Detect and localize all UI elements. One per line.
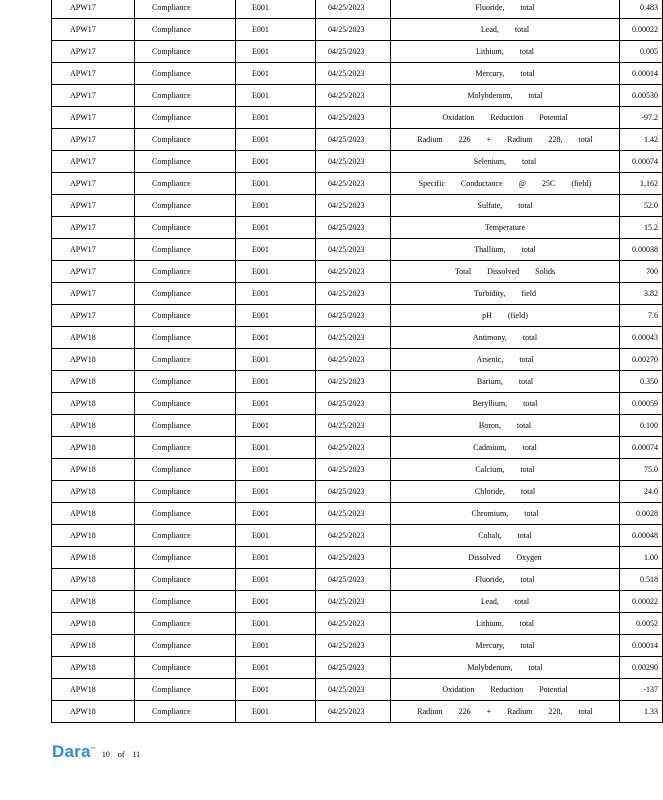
- value-cell: 75.0: [620, 459, 663, 481]
- event-code-cell: E001: [236, 393, 316, 415]
- date-cell: 04/25/2023: [316, 481, 391, 503]
- value-cell: 0.00074: [620, 437, 663, 459]
- date-cell: 04/25/2023: [316, 415, 391, 437]
- sample-type-cell: Compliance: [135, 503, 236, 525]
- location-cell: APW18: [52, 701, 135, 723]
- sample-type-cell: Compliance: [135, 63, 236, 85]
- parameter-cell: Molybdenum, total: [391, 657, 620, 679]
- table-row: [52, 569, 663, 591]
- sample-type-cell: Compliance: [135, 173, 236, 195]
- event-code-cell: E001: [236, 151, 316, 173]
- location-cell: APW18: [52, 349, 135, 371]
- date-cell: 04/25/2023: [316, 283, 391, 305]
- logo-trademark: ™: [90, 746, 96, 753]
- date-cell: 04/25/2023: [316, 85, 391, 107]
- date-cell: 04/25/2023: [316, 151, 391, 173]
- table-row: [52, 107, 663, 129]
- table-row: [52, 481, 663, 503]
- parameter-cell: Oxidation Reduction Potential: [391, 107, 620, 129]
- date-cell: 04/25/2023: [316, 107, 391, 129]
- sample-type-cell: Compliance: [135, 217, 236, 239]
- sample-type-cell: Compliance: [135, 371, 236, 393]
- value-cell: 0.350: [620, 371, 663, 393]
- location-cell: APW18: [52, 525, 135, 547]
- page-number: 10 of 11: [101, 750, 141, 759]
- date-cell: 04/25/2023: [316, 261, 391, 283]
- value-cell: 3.82: [620, 283, 663, 305]
- parameter-cell: Lithium, total: [391, 41, 620, 63]
- location-cell: APW17: [52, 85, 135, 107]
- table-row: [52, 437, 663, 459]
- sample-type-cell: Compliance: [135, 107, 236, 129]
- date-cell: 04/25/2023: [316, 525, 391, 547]
- location-cell: APW18: [52, 657, 135, 679]
- parameter-cell: Lead, total: [391, 19, 620, 41]
- date-cell: 04/25/2023: [316, 679, 391, 701]
- value-cell: 7.6: [620, 305, 663, 327]
- table-row: [52, 591, 663, 613]
- sample-type-cell: Compliance: [135, 195, 236, 217]
- table-row: [52, 459, 663, 481]
- value-cell: 0.100: [620, 415, 663, 437]
- sample-type-cell: Compliance: [135, 85, 236, 107]
- sample-type-cell: Compliance: [135, 151, 236, 173]
- sample-type-cell: Compliance: [135, 569, 236, 591]
- value-cell: 0.00048: [620, 525, 663, 547]
- table-row: [52, 283, 663, 305]
- event-code-cell: E001: [236, 437, 316, 459]
- table-row: [52, 85, 663, 107]
- page-footer: [52, 742, 140, 766]
- date-cell: 04/25/2023: [316, 459, 391, 481]
- event-code-cell: E001: [236, 283, 316, 305]
- location-cell: APW18: [52, 547, 135, 569]
- date-cell: 04/25/2023: [316, 371, 391, 393]
- sample-type-cell: Compliance: [135, 613, 236, 635]
- value-cell: 1.42: [620, 129, 663, 151]
- parameter-cell: Beryllium, total: [391, 393, 620, 415]
- table-row: [52, 525, 663, 547]
- parameter-cell: Temperature: [391, 217, 620, 239]
- parameter-cell: Cobalt, total: [391, 525, 620, 547]
- location-cell: APW18: [52, 613, 135, 635]
- value-cell: 0.00038: [620, 239, 663, 261]
- parameter-cell: Cadmium, total: [391, 437, 620, 459]
- date-cell: 04/25/2023: [316, 41, 391, 63]
- parameter-cell: Antimony, total: [391, 327, 620, 349]
- table-row: [52, 679, 663, 701]
- parameter-cell: Chloride, total: [391, 481, 620, 503]
- location-cell: APW17: [52, 173, 135, 195]
- table-row: [52, 217, 663, 239]
- location-cell: APW17: [52, 261, 135, 283]
- date-cell: 04/25/2023: [316, 0, 391, 19]
- event-code-cell: E001: [236, 569, 316, 591]
- sample-type-cell: Compliance: [135, 305, 236, 327]
- table-row: [52, 305, 663, 327]
- parameter-cell: Total Dissolved Solids: [391, 261, 620, 283]
- location-cell: APW17: [52, 239, 135, 261]
- parameter-cell: Sulfate, total: [391, 195, 620, 217]
- logo-text: Dara: [52, 742, 91, 761]
- value-cell: 0.00290: [620, 657, 663, 679]
- date-cell: 04/25/2023: [316, 569, 391, 591]
- parameter-cell: Chromium, total: [391, 503, 620, 525]
- value-cell: 0.00074: [620, 151, 663, 173]
- parameter-cell: Lithium, total: [391, 613, 620, 635]
- table-row: [52, 41, 663, 63]
- location-cell: APW17: [52, 283, 135, 305]
- table-row: [52, 393, 663, 415]
- table-row: [52, 349, 663, 371]
- location-cell: APW18: [52, 503, 135, 525]
- sample-type-cell: Compliance: [135, 19, 236, 41]
- sample-type-cell: Compliance: [135, 129, 236, 151]
- sample-type-cell: Compliance: [135, 679, 236, 701]
- date-cell: 04/25/2023: [316, 437, 391, 459]
- table-row: [52, 701, 663, 723]
- parameter-cell: Turbidity, field: [391, 283, 620, 305]
- table-row: [52, 239, 663, 261]
- sample-type-cell: Compliance: [135, 349, 236, 371]
- sample-type-cell: Compliance: [135, 41, 236, 63]
- results-table-body: [52, 0, 663, 723]
- parameter-cell: Dissolved Oxygen: [391, 547, 620, 569]
- sample-type-cell: Compliance: [135, 591, 236, 613]
- parameter-cell: Mercury, total: [391, 635, 620, 657]
- location-cell: APW17: [52, 19, 135, 41]
- sample-type-cell: Compliance: [135, 261, 236, 283]
- date-cell: 04/25/2023: [316, 591, 391, 613]
- sample-type-cell: Compliance: [135, 481, 236, 503]
- location-cell: APW18: [52, 327, 135, 349]
- table-row: [52, 63, 663, 85]
- event-code-cell: E001: [236, 371, 316, 393]
- location-cell: APW18: [52, 371, 135, 393]
- date-cell: 04/25/2023: [316, 635, 391, 657]
- table-row: [52, 503, 663, 525]
- date-cell: 04/25/2023: [316, 239, 391, 261]
- event-code-cell: E001: [236, 107, 316, 129]
- date-cell: 04/25/2023: [316, 503, 391, 525]
- results-table: [51, 0, 663, 723]
- location-cell: APW17: [52, 0, 135, 19]
- value-cell: 0.00043: [620, 327, 663, 349]
- parameter-cell: pH (field): [391, 305, 620, 327]
- sample-type-cell: Compliance: [135, 415, 236, 437]
- event-code-cell: E001: [236, 635, 316, 657]
- date-cell: 04/25/2023: [316, 547, 391, 569]
- value-cell: -137: [620, 679, 663, 701]
- date-cell: 04/25/2023: [316, 305, 391, 327]
- value-cell: 1.00: [620, 547, 663, 569]
- event-code-cell: E001: [236, 195, 316, 217]
- sample-type-cell: Compliance: [135, 327, 236, 349]
- event-code-cell: E001: [236, 173, 316, 195]
- table-row: [52, 415, 663, 437]
- parameter-cell: Arsenic, total: [391, 349, 620, 371]
- sample-type-cell: Compliance: [135, 393, 236, 415]
- parameter-cell: Barium, total: [391, 371, 620, 393]
- parameter-cell: Lead, total: [391, 591, 620, 613]
- value-cell: 52.0: [620, 195, 663, 217]
- table-row: [52, 19, 663, 41]
- table-row: [52, 0, 663, 19]
- event-code-cell: E001: [236, 591, 316, 613]
- sample-type-cell: Compliance: [135, 525, 236, 547]
- parameter-cell: Fluoride, total: [391, 569, 620, 591]
- sample-type-cell: Compliance: [135, 0, 236, 19]
- parameter-cell: Calcium, total: [391, 459, 620, 481]
- value-cell: 1.33: [620, 701, 663, 723]
- table-row: [52, 327, 663, 349]
- value-cell: 24.0: [620, 481, 663, 503]
- table-row: [52, 613, 663, 635]
- value-cell: 0.00530: [620, 85, 663, 107]
- table-row: [52, 261, 663, 283]
- location-cell: APW18: [52, 481, 135, 503]
- table-row: [52, 151, 663, 173]
- location-cell: APW18: [52, 437, 135, 459]
- table-row: [52, 129, 663, 151]
- value-cell: 1,162: [620, 173, 663, 195]
- event-code-cell: E001: [236, 547, 316, 569]
- table-row: [52, 195, 663, 217]
- date-cell: 04/25/2023: [316, 613, 391, 635]
- location-cell: APW17: [52, 129, 135, 151]
- date-cell: 04/25/2023: [316, 129, 391, 151]
- event-code-cell: E001: [236, 41, 316, 63]
- location-cell: APW17: [52, 217, 135, 239]
- event-code-cell: E001: [236, 19, 316, 41]
- parameter-cell: Radium 226 + Radium 228, total: [391, 701, 620, 723]
- location-cell: APW18: [52, 591, 135, 613]
- sample-type-cell: Compliance: [135, 459, 236, 481]
- parameter-cell: Selenium, total: [391, 151, 620, 173]
- location-cell: APW17: [52, 107, 135, 129]
- event-code-cell: E001: [236, 503, 316, 525]
- event-code-cell: E001: [236, 327, 316, 349]
- event-code-cell: E001: [236, 459, 316, 481]
- date-cell: 04/25/2023: [316, 173, 391, 195]
- value-cell: -97.2: [620, 107, 663, 129]
- date-cell: 04/25/2023: [316, 657, 391, 679]
- parameter-cell: Radium 226 + Radium 228, total: [391, 129, 620, 151]
- event-code-cell: E001: [236, 679, 316, 701]
- event-code-cell: E001: [236, 349, 316, 371]
- table-row: [52, 173, 663, 195]
- date-cell: 04/25/2023: [316, 393, 391, 415]
- table-row: [52, 635, 663, 657]
- date-cell: 04/25/2023: [316, 701, 391, 723]
- event-code-cell: E001: [236, 415, 316, 437]
- location-cell: APW18: [52, 569, 135, 591]
- event-code-cell: E001: [236, 0, 316, 19]
- parameter-cell: Oxidation Reduction Potential: [391, 679, 620, 701]
- date-cell: 04/25/2023: [316, 349, 391, 371]
- value-cell: 0.518: [620, 569, 663, 591]
- dara-logo: [52, 742, 96, 762]
- value-cell: 15.2: [620, 217, 663, 239]
- event-code-cell: E001: [236, 481, 316, 503]
- location-cell: APW17: [52, 63, 135, 85]
- sample-type-cell: Compliance: [135, 547, 236, 569]
- event-code-cell: E001: [236, 63, 316, 85]
- sample-type-cell: Compliance: [135, 283, 236, 305]
- event-code-cell: E001: [236, 129, 316, 151]
- value-cell: 0.00014: [620, 63, 663, 85]
- location-cell: APW17: [52, 151, 135, 173]
- table-row: [52, 371, 663, 393]
- parameter-cell: Boron, total: [391, 415, 620, 437]
- table-row: [52, 547, 663, 569]
- location-cell: APW18: [52, 393, 135, 415]
- location-cell: APW18: [52, 459, 135, 481]
- date-cell: 04/25/2023: [316, 19, 391, 41]
- parameter-cell: Specific Conductance @ 25C (field): [391, 173, 620, 195]
- event-code-cell: E001: [236, 305, 316, 327]
- event-code-cell: E001: [236, 239, 316, 261]
- date-cell: 04/25/2023: [316, 63, 391, 85]
- event-code-cell: E001: [236, 85, 316, 107]
- location-cell: APW17: [52, 305, 135, 327]
- value-cell: 0.00014: [620, 635, 663, 657]
- table-row: [52, 657, 663, 679]
- value-cell: 0.00022: [620, 19, 663, 41]
- location-cell: APW18: [52, 635, 135, 657]
- location-cell: APW18: [52, 679, 135, 701]
- value-cell: 0.0028: [620, 503, 663, 525]
- parameter-cell: Mercury, total: [391, 63, 620, 85]
- sample-type-cell: Compliance: [135, 701, 236, 723]
- event-code-cell: E001: [236, 613, 316, 635]
- sample-type-cell: Compliance: [135, 239, 236, 261]
- location-cell: APW17: [52, 41, 135, 63]
- value-cell: 0.0052: [620, 613, 663, 635]
- value-cell: 0.005: [620, 41, 663, 63]
- location-cell: APW17: [52, 195, 135, 217]
- value-cell: 0.483: [620, 0, 663, 19]
- value-cell: 0.00022: [620, 591, 663, 613]
- event-code-cell: E001: [236, 657, 316, 679]
- parameter-cell: Molybdenum, total: [391, 85, 620, 107]
- event-code-cell: E001: [236, 261, 316, 283]
- sample-type-cell: Compliance: [135, 657, 236, 679]
- event-code-cell: E001: [236, 217, 316, 239]
- value-cell: 0.00270: [620, 349, 663, 371]
- parameter-cell: Thallium, total: [391, 239, 620, 261]
- date-cell: 04/25/2023: [316, 217, 391, 239]
- parameter-cell: Fluoride, total: [391, 0, 620, 19]
- sample-type-cell: Compliance: [135, 635, 236, 657]
- date-cell: 04/25/2023: [316, 327, 391, 349]
- sample-type-cell: Compliance: [135, 437, 236, 459]
- value-cell: 700: [620, 261, 663, 283]
- value-cell: 0.00059: [620, 393, 663, 415]
- event-code-cell: E001: [236, 525, 316, 547]
- event-code-cell: E001: [236, 701, 316, 723]
- date-cell: 04/25/2023: [316, 195, 391, 217]
- location-cell: APW18: [52, 415, 135, 437]
